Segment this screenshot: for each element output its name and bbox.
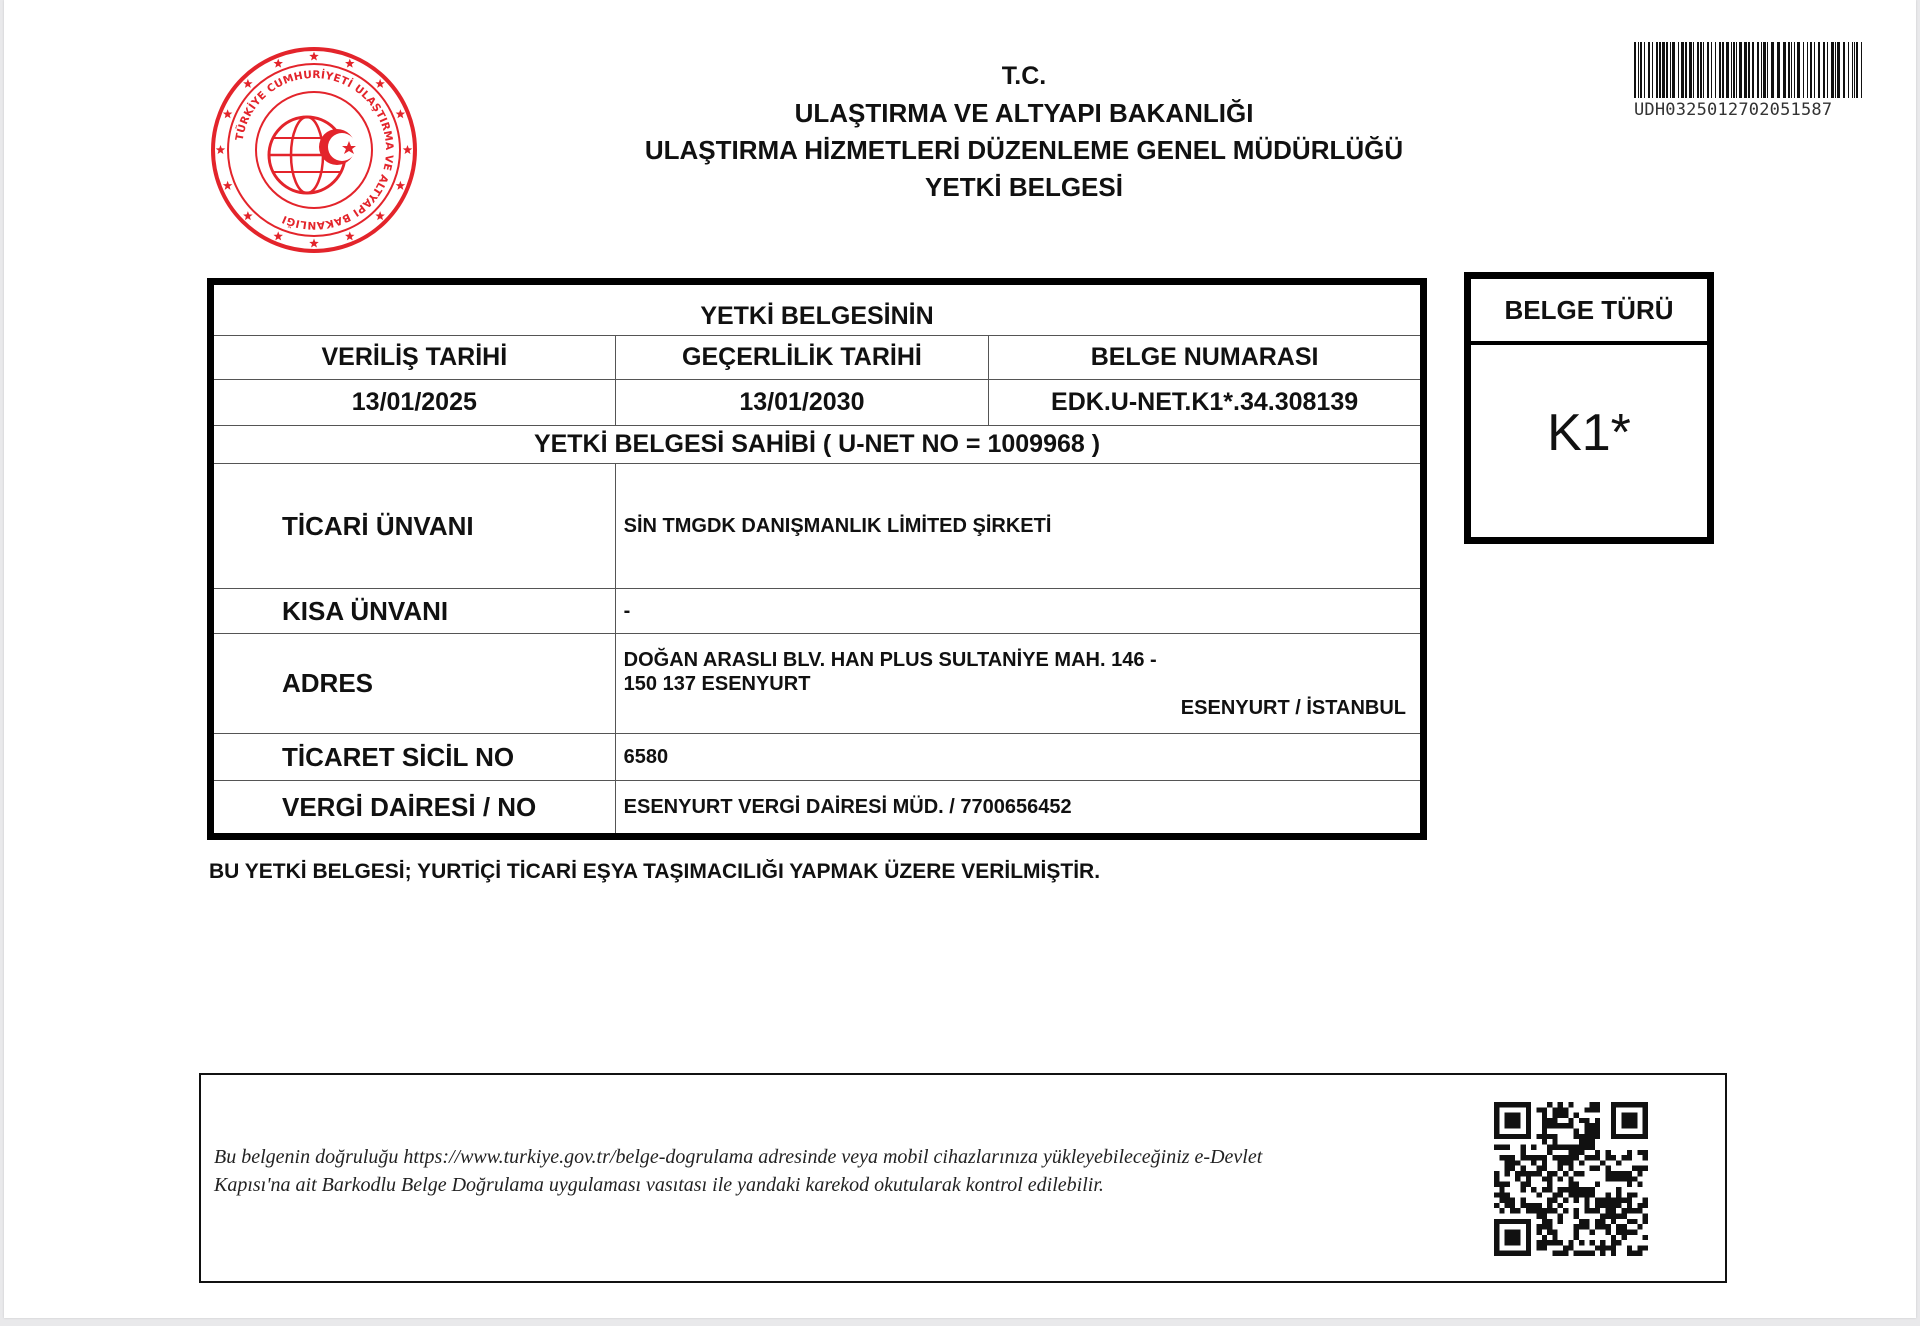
barcode bbox=[1634, 42, 1864, 120]
address-value bbox=[615, 634, 1423, 734]
section-title: YETKİ BELGESİNİN bbox=[211, 282, 1424, 336]
header-line-tc: T.C. bbox=[1001, 62, 1047, 90]
document-type-label: BELGE TÜRÜ bbox=[1471, 279, 1707, 345]
document-type-box bbox=[1464, 272, 1714, 544]
trade-name-label: TİCARİ ÜNVANI bbox=[211, 464, 616, 589]
document-page bbox=[4, 0, 1916, 1318]
registry-value: 6580 bbox=[615, 734, 1423, 781]
tax-value: ESENYURT VERGİ DAİRESİ MÜD. / 7700656452 bbox=[615, 781, 1423, 837]
address-city: ESENYURT / İSTANBUL bbox=[1180, 696, 1406, 719]
svg-text:TÜRKİYE CUMHURİYETİ ULAŞTIRMA: TÜRKİYE CUMHURİYETİ ULAŞTIRMA VE ALTYAPI BAKANLIĞI bbox=[233, 68, 396, 232]
header-document-title: YETKİ BELGESİ bbox=[925, 172, 1123, 202]
verification-line-1: Bu belgenin doğruluğu https://www.turkiye.gov.tr/belge-dogrulama adresinde veya mobil cihazlarınıza yükleyebileceğiniz e-Devlet bbox=[214, 1146, 1263, 1168]
verification-line-2: Kapısı'na ait Barkodlu Belge Doğrulama uygulaması vasıtası ile yandaki karekod okutularak kontrol edilebilir. bbox=[214, 1174, 1104, 1196]
address-line-2: 150 137 ESENYURT bbox=[623, 672, 811, 695]
barcode-icon bbox=[1634, 42, 1862, 98]
barcode-number: UDH03250127020515​87 bbox=[1634, 100, 1833, 120]
registry-label: TİCARET SİCİL NO bbox=[211, 734, 616, 781]
document-header bbox=[564, 58, 1484, 206]
valid-date-value: 13/01/2030 bbox=[615, 380, 989, 426]
verification-box bbox=[199, 1073, 1727, 1283]
trade-name-value: SİN TMGDK DANIŞMANLIK LİMİTED ŞİRKETİ bbox=[615, 464, 1423, 589]
issue-date-value: 13/01/2025 bbox=[211, 380, 616, 426]
tax-label: VERGİ DAİRESİ / NO bbox=[211, 781, 616, 837]
issue-date-header: VERİLİŞ TARİHİ bbox=[211, 336, 616, 380]
doc-number-header: BELGE NUMARASI bbox=[989, 336, 1424, 380]
short-name-value: - bbox=[615, 589, 1423, 634]
certificate-table bbox=[207, 278, 1427, 840]
ministry-seal-icon bbox=[209, 45, 419, 255]
doc-number-value: EDK.U-NET.K1*.34.308139 bbox=[989, 380, 1424, 426]
document-type-value: K1* bbox=[1547, 404, 1631, 462]
address-label: ADRES bbox=[211, 634, 616, 734]
header-ministry: ULAŞTIRMA VE ALTYAPI BAKANLIĞI bbox=[794, 98, 1254, 128]
verification-text bbox=[214, 1143, 1414, 1199]
short-name-label: KISA ÜNVANI bbox=[211, 589, 616, 634]
qr-code-icon[interactable] bbox=[1494, 1102, 1648, 1256]
holder-title: YETKİ BELGESİ SAHİBİ ( U-NET NO = 1009968 ) bbox=[211, 426, 1424, 464]
valid-date-header: GEÇERLİLİK TARİHİ bbox=[615, 336, 989, 380]
address-line-1: DOĞAN ARASLI BLV. HAN PLUS SULTANİYE MAH. 146 - bbox=[623, 648, 1157, 671]
authorization-note: BU YETKİ BELGESİ; YURTİÇİ TİCARİ EŞYA TAŞIMACILIĞI YAPMAK ÜZERE VERİLMİŞTİR. bbox=[209, 860, 1101, 883]
header-directorate: ULAŞTIRMA HİZMETLERİ DÜZENLEME GENEL MÜDÜRLÜĞÜ bbox=[644, 135, 1404, 165]
